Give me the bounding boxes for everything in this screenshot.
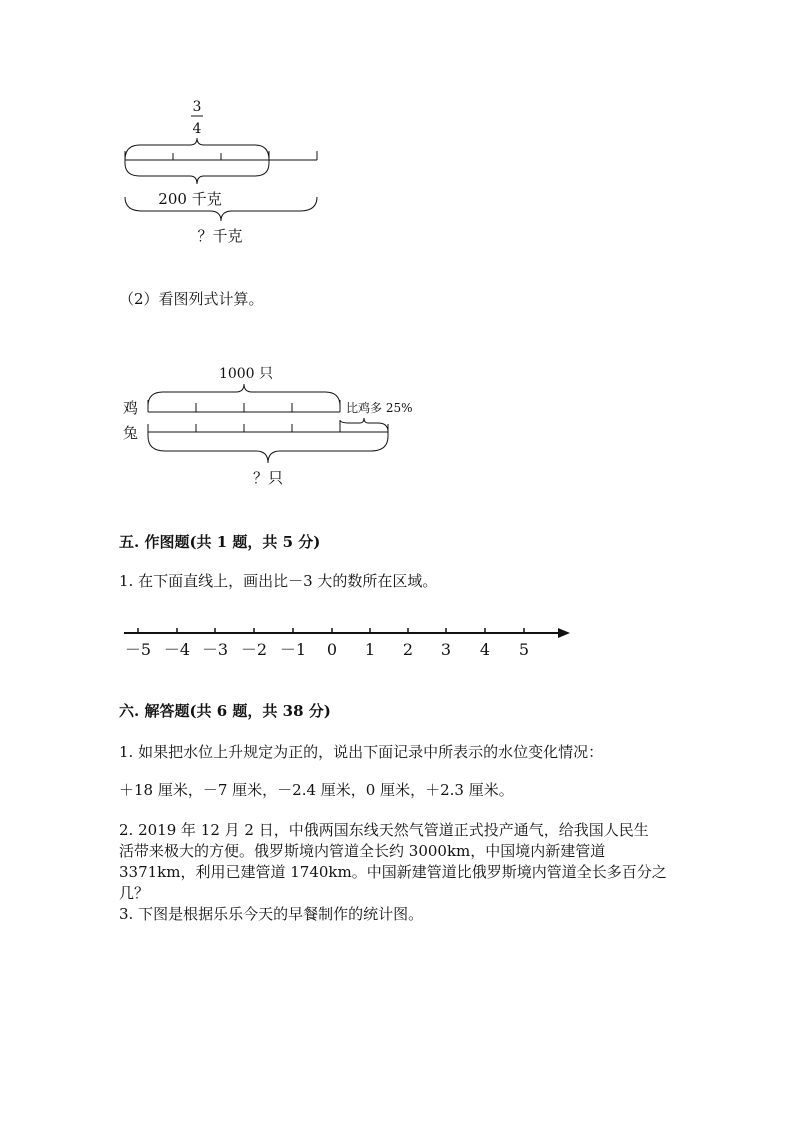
section-6-heading: 六. 解答题(共 6 题，共 38 分) xyxy=(119,702,331,720)
number-line-label: 1 xyxy=(364,640,376,659)
fraction-numerator: 3 xyxy=(192,99,202,115)
known-brace xyxy=(125,163,269,184)
section-5-heading: 五. 作图题(共 1 题，共 5 分) xyxy=(119,533,321,551)
unknown-label: ？千克 xyxy=(197,227,243,245)
number-line-label: －5 xyxy=(124,640,152,659)
number-line-label: 3 xyxy=(440,640,452,659)
question-2-label: （2）看图列式计算。 xyxy=(119,290,264,308)
section-5-question-1: 1. 在下面直线上，画出比－3 大的数所在区域。 xyxy=(119,572,438,590)
row2-label: 兔 xyxy=(123,424,139,442)
top-label: 1000 只 xyxy=(218,366,274,382)
known-label: 200 千克 xyxy=(158,190,222,208)
number-line-label: 2 xyxy=(402,640,414,659)
top-brace xyxy=(125,138,269,160)
number-line-label: 4 xyxy=(479,640,491,659)
rabbit-unknown-label: ？只 xyxy=(252,469,284,487)
section-6-question-2-line-2: 活带来极大的方便。俄罗斯境内管道全长约 3000km，中国境内新建管道 xyxy=(119,842,606,860)
number-line-label: 0 xyxy=(326,640,338,659)
section-6-question-3: 3. 下图是根据乐乐今天的早餐制作的统计图。 xyxy=(119,905,424,923)
section-6-question-2-line-1: 2. 2019 年 12 月 2 日，中俄两国东线天然气管道正式投产通气，给我国人民生 xyxy=(119,821,649,839)
number-line-label: －3 xyxy=(201,640,229,659)
fraction-denominator: 4 xyxy=(192,121,202,137)
number-line-label: －4 xyxy=(163,640,191,659)
number-line-label: －2 xyxy=(240,640,268,659)
extra-label: 比鸡多 25% xyxy=(346,401,413,415)
section-6-question-2-line-4: 几？ xyxy=(119,884,150,902)
row1-label: 鸡 xyxy=(123,399,139,417)
number-line-label: 5 xyxy=(518,640,530,659)
section-6-question-2-line-3: 3371km，利用已建管道 1740km。中国新建管道比俄罗斯境内管道全长多百分之 xyxy=(119,863,667,881)
number-line-label: －1 xyxy=(279,640,307,659)
section-6-question-1-values: ＋18 厘米，－7 厘米，－2.4 厘米，0 厘米，＋2.3 厘米。 xyxy=(119,781,514,799)
section-6-question-1: 1. 如果把水位上升规定为正的，说出下面记录中所表示的水位变化情况： xyxy=(119,743,604,761)
